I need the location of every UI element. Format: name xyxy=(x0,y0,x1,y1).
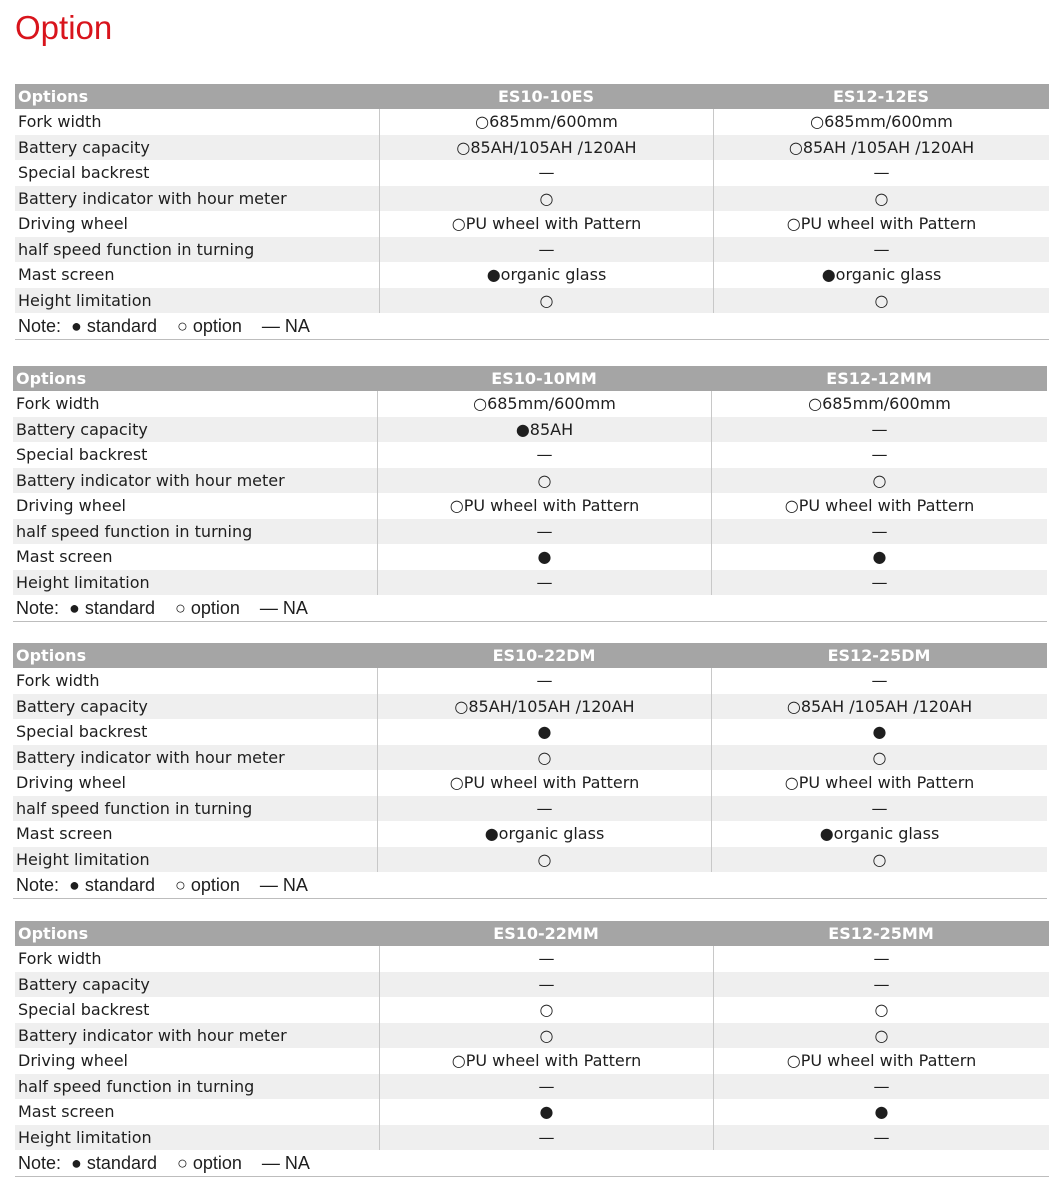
model-2-value-cell: ○PU wheel with Pattern xyxy=(711,770,1047,796)
option-name-cell: Battery indicator with hour meter xyxy=(18,1025,287,1045)
table-row xyxy=(13,770,1047,796)
option-name-cell: Height limitation xyxy=(16,849,150,869)
option-name-cell: Driving wheel xyxy=(18,214,128,234)
model-1-value-cell: ○PU wheel with Pattern xyxy=(379,1048,713,1074)
header-model-2: ES12-25MM xyxy=(828,924,934,943)
table-row xyxy=(13,796,1047,822)
model-1-value-cell: — xyxy=(377,442,711,468)
model-2-value-cell: — xyxy=(711,519,1047,545)
table-row xyxy=(15,262,1049,288)
option-name-cell: Driving wheel xyxy=(16,773,126,793)
note-spacer xyxy=(59,875,69,896)
table-row xyxy=(13,468,1047,494)
option-name-cell: Mast screen xyxy=(16,824,113,844)
option-name-cell: half speed function in turning xyxy=(18,239,255,259)
option-name-cell: Fork width xyxy=(18,949,102,969)
table-row xyxy=(13,821,1047,847)
note-legend: ● standard ○ option — NA xyxy=(69,597,308,618)
model-2-value-cell: — xyxy=(713,1074,1049,1100)
note-spacer xyxy=(61,1153,71,1174)
model-1-value-cell: ○85AH/105AH /120AH xyxy=(379,135,713,161)
option-name-cell: Special backrest xyxy=(16,722,148,742)
model-2-value-cell: ○685mm/600mm xyxy=(711,391,1047,417)
header-model-2: ES12-25DM xyxy=(827,646,931,665)
option-name-cell: Fork width xyxy=(16,671,100,691)
option-name-cell: half speed function in turning xyxy=(16,798,253,818)
note-legend: ● standard ○ option — NA xyxy=(71,315,310,336)
legend-note xyxy=(15,1150,1049,1177)
model-1-value-cell: ○ xyxy=(377,468,711,494)
note-label: Note: xyxy=(16,874,60,895)
model-1-value-cell: ●organic glass xyxy=(377,821,711,847)
header-model-2: ES12-12ES xyxy=(832,87,930,106)
model-2-value-cell: ○ xyxy=(711,745,1047,771)
header-model-1: ES10-22MM xyxy=(493,924,599,943)
model-2-value-cell: ○ xyxy=(713,186,1049,212)
legend-note xyxy=(15,313,1049,340)
model-1-value-cell: ○ xyxy=(377,847,711,873)
model-2-value-cell: ○ xyxy=(711,468,1047,494)
model-1-value-cell: ○ xyxy=(379,186,713,212)
legend-note xyxy=(13,872,1047,899)
model-1-value-cell: — xyxy=(377,668,711,694)
option-table xyxy=(15,84,1049,340)
option-name-cell: Battery capacity xyxy=(16,419,148,439)
table-row xyxy=(13,391,1047,417)
model-2-value-cell: ○ xyxy=(713,997,1049,1023)
model-2-value-cell: — xyxy=(711,668,1047,694)
table-header xyxy=(13,366,1047,391)
table-row xyxy=(15,1099,1049,1125)
table-row xyxy=(15,946,1049,972)
model-2-value-cell: ○PU wheel with Pattern xyxy=(713,211,1049,237)
table-header xyxy=(15,84,1049,109)
option-name-cell: Battery capacity xyxy=(18,974,150,994)
model-2-value-cell: ● xyxy=(713,1099,1049,1125)
model-1-value-cell: ○PU wheel with Pattern xyxy=(377,770,711,796)
table-row xyxy=(13,442,1047,468)
table-row xyxy=(13,847,1047,873)
table-row xyxy=(15,1125,1049,1151)
table-row xyxy=(13,745,1047,771)
option-name-cell: Special backrest xyxy=(18,1000,150,1020)
header-model-2: ES12-12MM xyxy=(826,369,932,388)
table-row xyxy=(13,694,1047,720)
model-2-value-cell: — xyxy=(711,417,1047,443)
model-2-value-cell: — xyxy=(711,570,1047,596)
model-2-value-cell: ●organic glass xyxy=(713,262,1049,288)
note-label: Note: xyxy=(16,597,60,618)
note-spacer xyxy=(61,316,71,337)
model-2-value-cell: — xyxy=(713,160,1049,186)
table-header xyxy=(15,921,1049,946)
option-table xyxy=(13,643,1047,899)
page-title: Option xyxy=(15,9,113,46)
option-name-cell: Height limitation xyxy=(16,572,150,592)
model-1-value-cell: — xyxy=(379,1125,713,1151)
model-1-value-cell: ● xyxy=(379,1099,713,1125)
model-1-value-cell: — xyxy=(379,946,713,972)
model-2-value-cell: ○ xyxy=(713,288,1049,314)
option-name-cell: Special backrest xyxy=(16,445,148,465)
option-name-cell: Fork width xyxy=(18,112,102,132)
header-model-1: ES10-10ES xyxy=(497,87,595,106)
option-name-cell: Driving wheel xyxy=(18,1051,128,1071)
table-row xyxy=(15,288,1049,314)
option-name-cell: half speed function in turning xyxy=(18,1076,255,1096)
model-2-value-cell: ○85AH /105AH /120AH xyxy=(713,135,1049,161)
option-name-cell: Mast screen xyxy=(16,547,113,567)
option-name-cell: Special backrest xyxy=(18,163,150,183)
table-row xyxy=(15,109,1049,135)
note-label: Note: xyxy=(18,315,62,336)
model-1-value-cell: — xyxy=(377,570,711,596)
model-1-value-cell: — xyxy=(379,160,713,186)
model-2-value-cell: — xyxy=(713,1125,1049,1151)
option-name-cell: Mast screen xyxy=(18,265,115,285)
model-1-value-cell: ○ xyxy=(379,288,713,314)
header-model-1: ES10-10MM xyxy=(491,369,597,388)
option-table xyxy=(15,921,1049,1177)
option-name-cell: Battery indicator with hour meter xyxy=(16,470,285,490)
option-name-cell: half speed function in turning xyxy=(16,521,253,541)
header-options: Options xyxy=(16,646,87,665)
table-row xyxy=(15,1074,1049,1100)
table-row xyxy=(13,570,1047,596)
model-1-value-cell: ●organic glass xyxy=(379,262,713,288)
legend-note xyxy=(13,595,1047,622)
table-row xyxy=(15,211,1049,237)
model-2-value-cell: ○PU wheel with Pattern xyxy=(713,1048,1049,1074)
option-name-cell: Battery indicator with hour meter xyxy=(18,188,287,208)
option-name-cell: Battery capacity xyxy=(16,696,148,716)
option-name-cell: Fork width xyxy=(16,394,100,414)
model-1-value-cell: ○ xyxy=(379,1023,713,1049)
note-legend: ● standard ○ option — NA xyxy=(69,874,308,895)
note-spacer xyxy=(59,598,69,619)
model-1-value-cell: ○ xyxy=(379,997,713,1023)
table-row xyxy=(15,997,1049,1023)
option-name-cell: Driving wheel xyxy=(16,496,126,516)
table-row xyxy=(13,719,1047,745)
model-2-value-cell: ○ xyxy=(711,847,1047,873)
model-1-value-cell: ○685mm/600mm xyxy=(379,109,713,135)
model-2-value-cell: ●organic glass xyxy=(711,821,1047,847)
header-model-1: ES10-22DM xyxy=(492,646,596,665)
model-2-value-cell: — xyxy=(713,972,1049,998)
table-row xyxy=(15,972,1049,998)
note-label: Note: xyxy=(18,1152,62,1173)
model-2-value-cell: — xyxy=(711,442,1047,468)
header-options: Options xyxy=(18,87,89,106)
table-header xyxy=(13,643,1047,668)
option-name-cell: Battery capacity xyxy=(18,137,150,157)
table-row xyxy=(15,160,1049,186)
model-1-value-cell: ● xyxy=(377,719,711,745)
model-2-value-cell: — xyxy=(713,237,1049,263)
model-2-value-cell: ● xyxy=(711,544,1047,570)
model-1-value-cell: ● xyxy=(377,544,711,570)
table-row xyxy=(13,544,1047,570)
table-row xyxy=(15,135,1049,161)
table-row xyxy=(13,668,1047,694)
option-name-cell: Battery indicator with hour meter xyxy=(16,747,285,767)
model-1-value-cell: — xyxy=(379,237,713,263)
table-row xyxy=(13,417,1047,443)
header-options: Options xyxy=(16,369,87,388)
model-1-value-cell: — xyxy=(379,1074,713,1100)
table-row xyxy=(15,1023,1049,1049)
model-1-value-cell: ○PU wheel with Pattern xyxy=(377,493,711,519)
option-name-cell: Mast screen xyxy=(18,1102,115,1122)
table-row xyxy=(13,493,1047,519)
model-1-value-cell: — xyxy=(379,972,713,998)
header-options: Options xyxy=(18,924,89,943)
model-1-value-cell: ○685mm/600mm xyxy=(377,391,711,417)
model-2-value-cell: ○685mm/600mm xyxy=(713,109,1049,135)
model-1-value-cell: ○ xyxy=(377,745,711,771)
model-2-value-cell: — xyxy=(713,946,1049,972)
model-1-value-cell: ○85AH/105AH /120AH xyxy=(377,694,711,720)
model-1-value-cell: ○PU wheel with Pattern xyxy=(379,211,713,237)
model-2-value-cell: ○PU wheel with Pattern xyxy=(711,493,1047,519)
option-table xyxy=(13,366,1047,622)
model-1-value-cell: ●85AH xyxy=(377,417,711,443)
table-row xyxy=(15,186,1049,212)
model-2-value-cell: — xyxy=(711,796,1047,822)
model-2-value-cell: ○85AH /105AH /120AH xyxy=(711,694,1047,720)
model-1-value-cell: — xyxy=(377,796,711,822)
table-row xyxy=(15,1048,1049,1074)
note-legend: ● standard ○ option — NA xyxy=(71,1152,310,1173)
model-2-value-cell: ○ xyxy=(713,1023,1049,1049)
option-name-cell: Height limitation xyxy=(18,1127,152,1147)
option-name-cell: Height limitation xyxy=(18,290,152,310)
model-2-value-cell: ● xyxy=(711,719,1047,745)
table-row xyxy=(13,519,1047,545)
table-row xyxy=(15,237,1049,263)
model-1-value-cell: — xyxy=(377,519,711,545)
